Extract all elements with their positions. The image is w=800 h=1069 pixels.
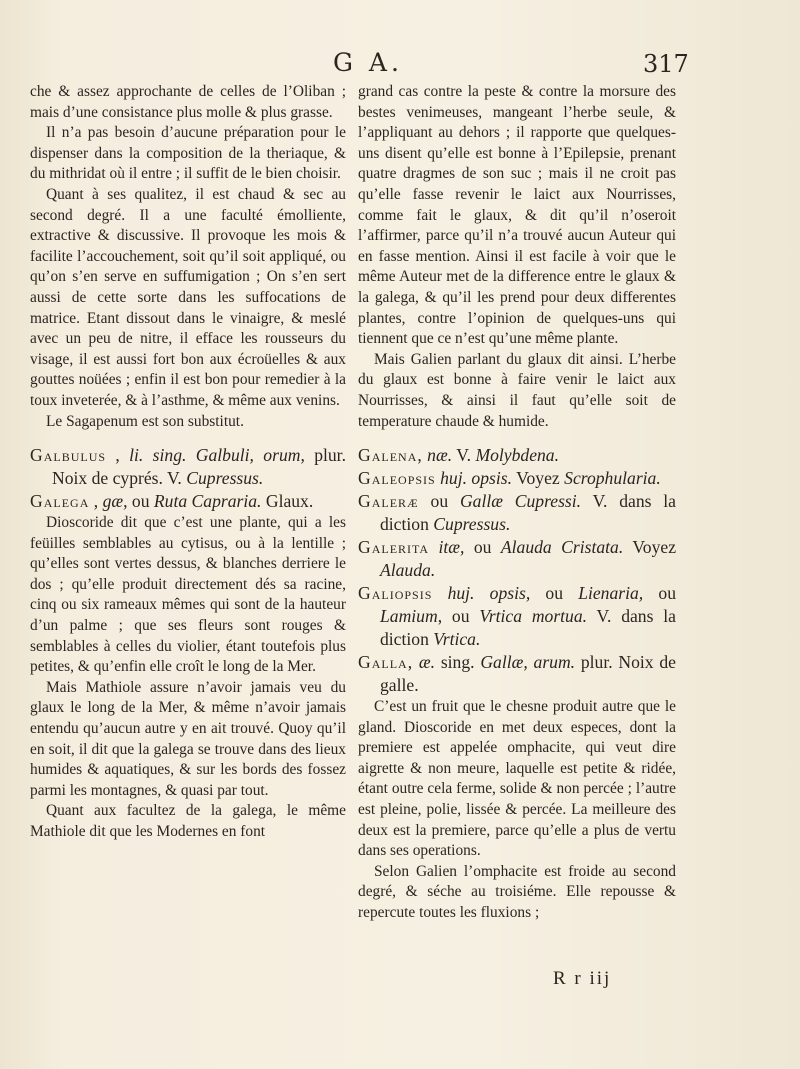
entry-headword: Galena, — [358, 445, 423, 466]
entry-reference: Alauda. — [380, 560, 436, 581]
entry-text: ou — [658, 583, 676, 604]
entry-grammar: næ. — [427, 445, 453, 466]
left-column — [30, 82, 346, 843]
paragraph: che & assez approchante de celles de l’Oliban ; mais d’une consistance plus molle & plus grasse. — [30, 83, 346, 121]
entry-latin: Ruta Capraria. — [153, 491, 262, 512]
entry-text: Glaux. — [265, 491, 314, 512]
entry-latin: Vrtica mortua. — [479, 606, 588, 627]
entry-text: V. — [456, 445, 472, 466]
entry-latin: Alauda Cristata. — [500, 537, 624, 558]
entry-latin: Lienaria, — [578, 583, 644, 604]
entry-headword: Galiopsis — [358, 583, 433, 604]
entry-text: V. dans la diction — [380, 491, 676, 535]
dictionary-entry — [358, 467, 676, 490]
paragraph: Quant aux facultez de la galega, le même Mathiole dit que les Modernes en font — [30, 802, 346, 840]
entry-grammar: æ. — [418, 652, 436, 673]
entry-latin: Gallæ Cupressi. — [459, 491, 582, 512]
entry-grammar: itæ, — [438, 537, 465, 558]
entry-headword: Galeræ — [358, 491, 419, 512]
entry-headword: Galeopsis — [358, 468, 436, 489]
signature-mark: R r iij — [553, 968, 612, 989]
entry-headword: Galerita — [358, 537, 430, 558]
paragraph: C’est un fruit que le chesne produit autre que le gland. Dioscoride en met deux especes, dont la premiere est appelée omphacite, qui veut dire aigrette & non meure, laquelle est petite & ridée, étant outre cela ferme, solide & non percée ; l’autre est pleine, polie, lissée & percée. La meilleure des deux est la premiere, parce qu’elle a plus de vertu dans ses operations. — [358, 698, 676, 860]
entry-text: ou — [131, 491, 150, 512]
entry-text: plur. Noix de galle. — [380, 652, 676, 696]
entry-latin: Molybdena. — [475, 445, 559, 466]
dictionary-entry — [358, 536, 676, 582]
page-number: 317 — [643, 50, 689, 78]
paragraph: Dioscoride dit que c’est une plante, qui a les feüilles semblables au cytisus, ou à la lentille ; qu’elles sont vertes dessus, & blanches derriere le dos ; qu’elle produit directement dés sa racine, cinq ou six rameaux mêmes qui sont de la hauteur d’un palme ; que ses fleurs sont rouges & semblables à celles du violier, étant toutefois plus petites, & qu’enfin elle croît le long de la Mer. — [30, 514, 346, 676]
entry-text: plur. Noix de cyprés. V. — [52, 445, 346, 489]
paragraph: grand cas contre la peste & contre la morsure des bestes venimeuses, mangeant l’herbe seule, & l’appliquant au dehors ; il rapporte que quelques-uns disent qu’elle est bonne à l’Epilepsie, prenant quatre dragmes de son suc ; mais il ne croit pas qu’elle fasse revenir le laict aux Nourrisses, comme fait le glaux, & dit qu’il n’oseroit l’affirmer, parce qu’il n’a trouvé aucun Auteur qui en fasse mention. Ainsi il est facile à voir que le même Auteur met de la difference entre le glaux & la galega, & qu’il les prend pour deux differentes plantes, contre l’opinion de quelques-uns qui tiennent que ce n’est qu’une même plante. — [358, 83, 676, 348]
entry-grammar: li. sing. — [129, 445, 187, 466]
paragraph: Il n’a pas besoin d’aucune préparation pour le dispenser dans la composition de la theriaque, & du mithridat où il entre ; il suffit de le bien choisir. — [30, 124, 346, 183]
entry-reference: Cupressus. — [186, 468, 264, 489]
dictionary-entry — [358, 490, 676, 536]
entry-latin: Lamium — [380, 606, 438, 627]
entry-latin: Scrophularia. — [564, 468, 661, 489]
entry-reference: Vrtica. — [433, 629, 481, 650]
entry-text: V. dans la diction — [380, 606, 676, 650]
entry-latin: Gallæ, arum. — [480, 652, 576, 673]
dictionary-entry — [358, 444, 676, 467]
paragraph: Mais Mathiole assure n’avoir jamais veu du glaux le long de la Mer, & même n’avoir jamais entendu qu’aucun autre y en ait trouvé. Quoy qu’il en soit, il dit que la galega se trouve dans des lieux humides & aquatiques, & sur les bords des fossez parmi les montagnes, & quasi par tout. — [30, 678, 346, 799]
entry-text: sing. — [440, 652, 475, 673]
paragraph: Selon Galien l’omphacite est froide au second degré, & séche au troisiéme. Elle repousse & repercute toutes les fluxions ; — [358, 862, 676, 922]
right-column — [358, 82, 676, 924]
entry-headword: Galbulus — [30, 445, 107, 466]
dictionary-entry: Galega , gæ, ou Ruta Capraria. Glaux. — [30, 491, 314, 512]
entry-text: ou — [473, 537, 492, 558]
page-header — [0, 46, 800, 80]
entry-latin: Galbuli, orum, — [195, 445, 305, 466]
entry-reference: Cupressus. — [433, 514, 511, 535]
entry-text: ou — [430, 491, 449, 512]
entry-headword: Galega — [30, 491, 90, 512]
dictionary-entry — [358, 651, 676, 697]
paragraph: Le Sagapenum est son substitut. — [46, 412, 244, 430]
entry-text: Voyez — [516, 468, 560, 489]
paragraph: Mais Galien parlant du glaux dit ainsi. L’herbe du glaux est bonne à faire venir le laict aux Nourrisses, & ainsi il faut qu’elle soit de temperature chaude & humide. — [358, 350, 676, 430]
entry-grammar: huj. opsis, — [447, 583, 531, 604]
entry-text: Voyez — [632, 537, 677, 558]
entry-headword: Galla, — [358, 652, 414, 673]
dictionary-entry — [358, 582, 676, 651]
entry-grammar: huj. opsis. — [440, 468, 512, 489]
running-head: G A. — [333, 48, 403, 77]
entry-grammar: gæ, — [102, 491, 128, 512]
entry-text: ou — [545, 583, 563, 604]
entry-text: , ou — [437, 606, 470, 627]
dictionary-entry: Galbulus , li. sing. Galbuli, orum, plur. Noix de cyprés. V. Cupressus. — [30, 445, 346, 489]
paragraph: Quant à ses qualitez, il est chaud & sec au second degré. Il a une faculté émolliente, extractive & discussive. Il provoque les mois & facilite l’accouchement, soit qu’il soit appliqué, ou qu’on s’en serve en suffumigation ; On s’en sert aussi de cette sorte dans les suffocations de matrice. Etant dissout dans le vinaigre, & meslé avec un peu de nitre, il efface les rousseurs du visage, il est aussi fort bon aux écroüelles & aux gouttes noüées ; enfin il est bon pour remedier à la toux inveterée, & à l’asthme, & même aux venins. — [30, 185, 346, 409]
